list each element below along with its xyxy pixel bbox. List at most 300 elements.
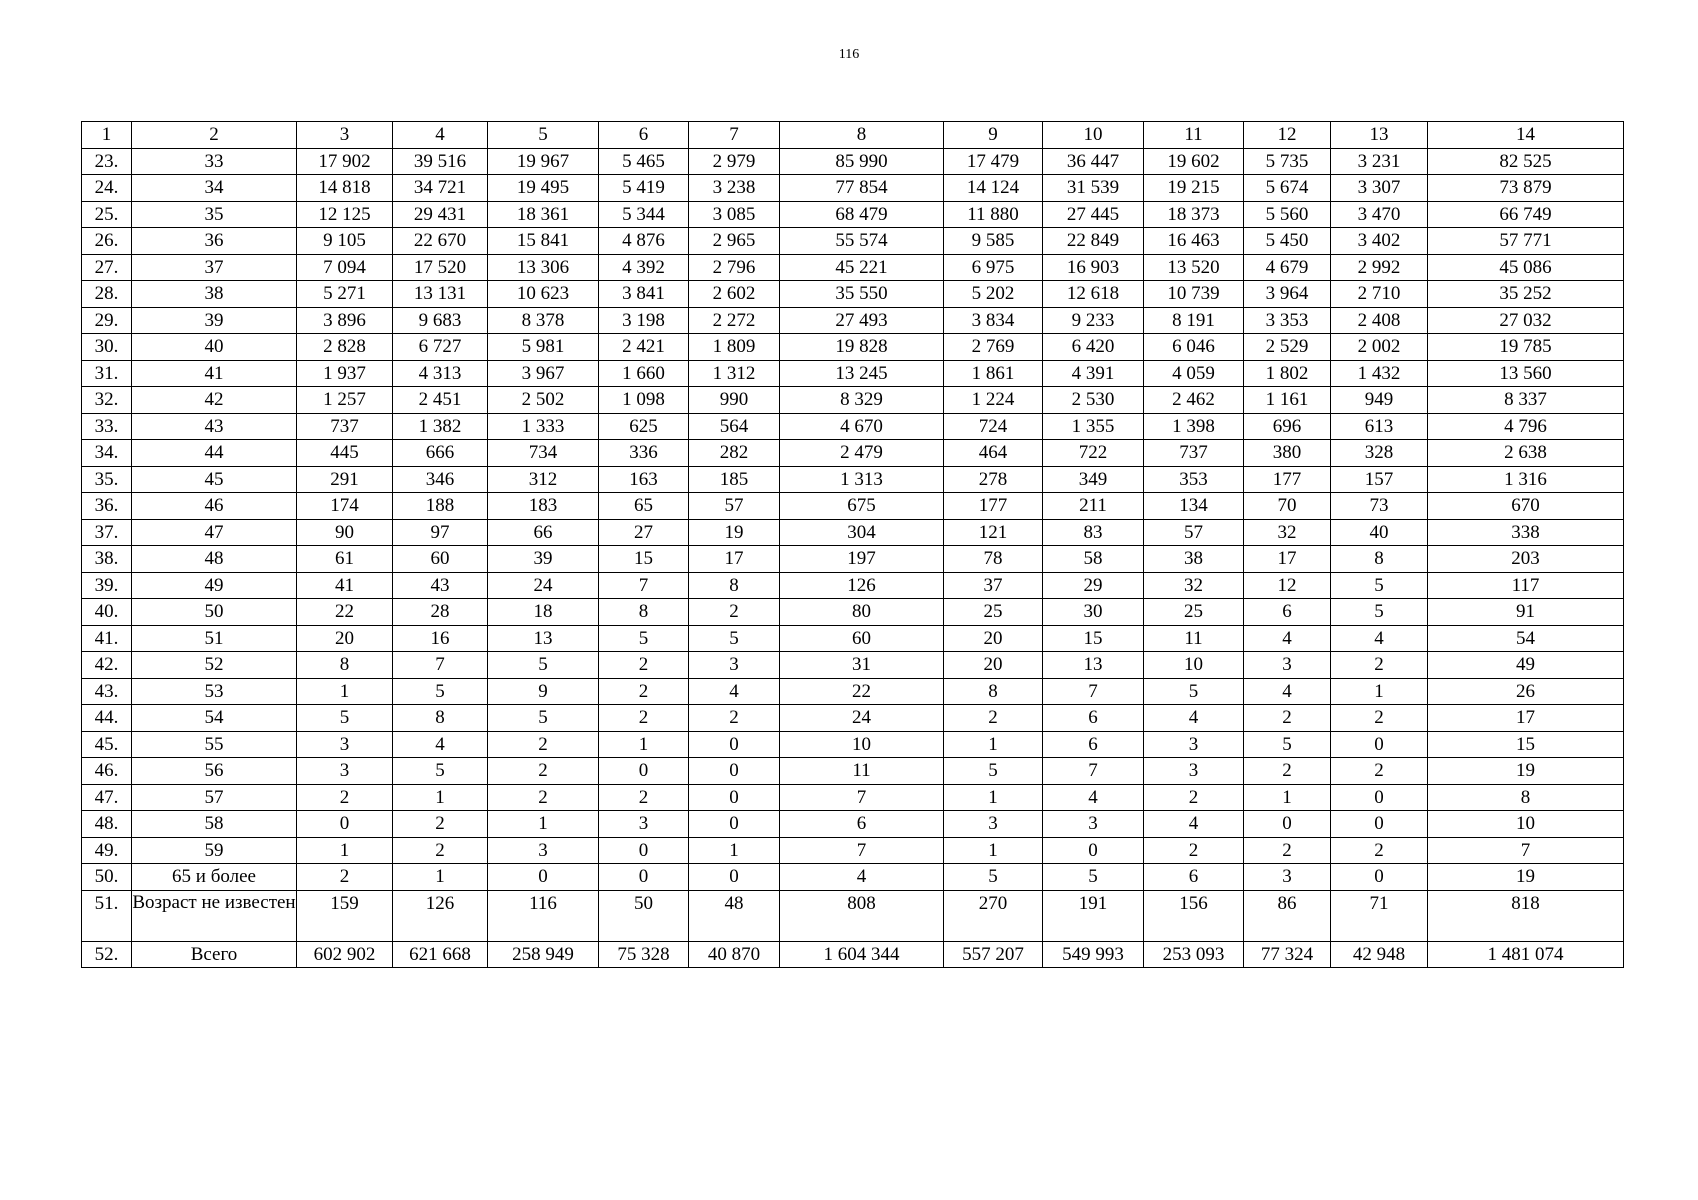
- age-cell: 48: [132, 546, 297, 573]
- value-cell: 5: [1043, 864, 1144, 891]
- age-cell: 65 и более: [132, 864, 297, 891]
- value-cell: 2: [297, 784, 393, 811]
- value-cell: 2 979: [689, 148, 780, 175]
- value-cell: 5: [488, 652, 599, 679]
- value-cell: 818: [1428, 890, 1624, 941]
- value-cell: 4 670: [780, 413, 944, 440]
- value-cell: 7: [599, 572, 689, 599]
- value-cell: 2 965: [689, 228, 780, 255]
- age-cell: 46: [132, 493, 297, 520]
- value-cell: 9: [488, 678, 599, 705]
- row-number-cell: 38.: [82, 546, 132, 573]
- value-cell: 29 431: [393, 201, 488, 228]
- value-cell: 8 191: [1144, 307, 1244, 334]
- age-cell: 35: [132, 201, 297, 228]
- value-cell: 1: [944, 731, 1043, 758]
- age-cell: 37: [132, 254, 297, 281]
- value-cell: 8 378: [488, 307, 599, 334]
- value-cell: 5 344: [599, 201, 689, 228]
- value-cell: 734: [488, 440, 599, 467]
- value-cell: 41: [297, 572, 393, 599]
- value-cell: 78: [944, 546, 1043, 573]
- value-cell: 270: [944, 890, 1043, 941]
- value-cell: 5 981: [488, 334, 599, 361]
- row-number-cell: 25.: [82, 201, 132, 228]
- value-cell: 304: [780, 519, 944, 546]
- value-cell: 2 828: [297, 334, 393, 361]
- value-cell: 17: [1244, 546, 1331, 573]
- value-cell: 2: [1331, 705, 1428, 732]
- value-cell: 3 841: [599, 281, 689, 308]
- column-number-cell: 1: [82, 122, 132, 149]
- value-cell: 346: [393, 466, 488, 493]
- table-row: [82, 281, 1624, 308]
- age-cell: 52: [132, 652, 297, 679]
- column-number-cell: 2: [132, 122, 297, 149]
- row-number-cell: 43.: [82, 678, 132, 705]
- column-number-cell: 7: [689, 122, 780, 149]
- value-cell: 18: [488, 599, 599, 626]
- value-cell: 0: [689, 731, 780, 758]
- value-cell: 85 990: [780, 148, 944, 175]
- value-cell: 8: [393, 705, 488, 732]
- value-cell: 19: [1428, 864, 1624, 891]
- table-row: [82, 360, 1624, 387]
- value-cell: 2: [1144, 837, 1244, 864]
- value-cell: 15: [1428, 731, 1624, 758]
- value-cell: 5: [1331, 599, 1428, 626]
- value-cell: 9 105: [297, 228, 393, 255]
- row-number-cell: 50.: [82, 864, 132, 891]
- value-cell: 5: [393, 678, 488, 705]
- value-cell: 16: [393, 625, 488, 652]
- value-cell: 380: [1244, 440, 1331, 467]
- value-cell: 5: [599, 625, 689, 652]
- value-cell: 10: [1144, 652, 1244, 679]
- value-cell: 3: [297, 731, 393, 758]
- value-cell: 12 125: [297, 201, 393, 228]
- value-cell: 177: [944, 493, 1043, 520]
- value-cell: 60: [393, 546, 488, 573]
- value-cell: 9 683: [393, 307, 488, 334]
- value-cell: 16 903: [1043, 254, 1144, 281]
- value-cell: 61: [297, 546, 393, 573]
- value-cell: 25: [1144, 599, 1244, 626]
- value-cell: 11: [1144, 625, 1244, 652]
- value-cell: 6: [1144, 864, 1244, 891]
- value-cell: 31 539: [1043, 175, 1144, 202]
- value-cell: 68 479: [780, 201, 944, 228]
- value-cell: 1 481 074: [1428, 941, 1624, 968]
- value-cell: 2: [1331, 652, 1428, 679]
- value-cell: 0: [1331, 811, 1428, 838]
- value-cell: 159: [297, 890, 393, 941]
- value-cell: 1: [393, 784, 488, 811]
- value-cell: 445: [297, 440, 393, 467]
- value-cell: 4: [1244, 678, 1331, 705]
- value-cell: 1: [944, 837, 1043, 864]
- row-number-cell: 36.: [82, 493, 132, 520]
- value-cell: 3: [488, 837, 599, 864]
- value-cell: 312: [488, 466, 599, 493]
- value-cell: 2: [1244, 758, 1331, 785]
- value-cell: 7: [1428, 837, 1624, 864]
- table-row: [82, 387, 1624, 414]
- value-cell: 3: [1244, 864, 1331, 891]
- value-cell: 156: [1144, 890, 1244, 941]
- value-cell: 14 124: [944, 175, 1043, 202]
- value-cell: 5 465: [599, 148, 689, 175]
- age-cell: 59: [132, 837, 297, 864]
- table-row: [82, 413, 1624, 440]
- value-cell: 3 470: [1331, 201, 1428, 228]
- value-cell: 1 382: [393, 413, 488, 440]
- value-cell: 185: [689, 466, 780, 493]
- table-row: [82, 811, 1624, 838]
- table-row: [82, 572, 1624, 599]
- row-number-cell: 30.: [82, 334, 132, 361]
- value-cell: 338: [1428, 519, 1624, 546]
- value-cell: 696: [1244, 413, 1331, 440]
- value-cell: 4: [1144, 811, 1244, 838]
- value-cell: 14 818: [297, 175, 393, 202]
- value-cell: 722: [1043, 440, 1144, 467]
- row-number-cell: 33.: [82, 413, 132, 440]
- value-cell: 2: [297, 864, 393, 891]
- value-cell: 2 638: [1428, 440, 1624, 467]
- value-cell: 191: [1043, 890, 1144, 941]
- value-cell: 32: [1244, 519, 1331, 546]
- value-cell: 3 964: [1244, 281, 1331, 308]
- value-cell: 4 059: [1144, 360, 1244, 387]
- value-cell: 2: [599, 784, 689, 811]
- value-cell: 1 432: [1331, 360, 1428, 387]
- table-row: [82, 334, 1624, 361]
- value-cell: 2: [1244, 705, 1331, 732]
- value-cell: 13 245: [780, 360, 944, 387]
- age-cell: 38: [132, 281, 297, 308]
- value-cell: 18 373: [1144, 201, 1244, 228]
- value-cell: 19: [689, 519, 780, 546]
- value-cell: 464: [944, 440, 1043, 467]
- value-cell: 48: [689, 890, 780, 941]
- value-cell: 1: [393, 864, 488, 891]
- age-cell: 41: [132, 360, 297, 387]
- value-cell: 602 902: [297, 941, 393, 968]
- value-cell: 77 324: [1244, 941, 1331, 968]
- value-cell: 45 086: [1428, 254, 1624, 281]
- row-number-cell: 42.: [82, 652, 132, 679]
- value-cell: 8: [1428, 784, 1624, 811]
- table-row: [82, 201, 1624, 228]
- value-cell: 0: [488, 864, 599, 891]
- value-cell: 10 623: [488, 281, 599, 308]
- value-cell: 30: [1043, 599, 1144, 626]
- value-cell: 17 902: [297, 148, 393, 175]
- value-cell: 3: [1244, 652, 1331, 679]
- value-cell: 19 828: [780, 334, 944, 361]
- value-cell: 22 670: [393, 228, 488, 255]
- value-cell: 13 131: [393, 281, 488, 308]
- row-number-cell: 28.: [82, 281, 132, 308]
- value-cell: 328: [1331, 440, 1428, 467]
- value-cell: 724: [944, 413, 1043, 440]
- value-cell: 1 161: [1244, 387, 1331, 414]
- value-cell: 625: [599, 413, 689, 440]
- value-cell: 2: [488, 731, 599, 758]
- value-cell: 5: [944, 864, 1043, 891]
- row-number-cell: 34.: [82, 440, 132, 467]
- value-cell: 6: [780, 811, 944, 838]
- value-cell: 557 207: [944, 941, 1043, 968]
- value-cell: 22 849: [1043, 228, 1144, 255]
- value-cell: 253 093: [1144, 941, 1244, 968]
- value-cell: 4: [689, 678, 780, 705]
- column-number-cell: 4: [393, 122, 488, 149]
- value-cell: 91: [1428, 599, 1624, 626]
- value-cell: 15: [599, 546, 689, 573]
- table-row: [82, 758, 1624, 785]
- table-row: [82, 599, 1624, 626]
- value-cell: 3: [1144, 731, 1244, 758]
- value-cell: 8: [944, 678, 1043, 705]
- value-cell: 10: [780, 731, 944, 758]
- value-cell: 1: [297, 678, 393, 705]
- value-cell: 42 948: [1331, 941, 1428, 968]
- value-cell: 8: [689, 572, 780, 599]
- value-cell: 73: [1331, 493, 1428, 520]
- value-cell: 2: [689, 599, 780, 626]
- value-cell: 13 520: [1144, 254, 1244, 281]
- value-cell: 2: [599, 678, 689, 705]
- row-number-cell: 35.: [82, 466, 132, 493]
- value-cell: 4: [393, 731, 488, 758]
- age-cell: 51: [132, 625, 297, 652]
- age-cell: 40: [132, 334, 297, 361]
- age-cell: 57: [132, 784, 297, 811]
- value-cell: 621 668: [393, 941, 488, 968]
- value-cell: 1: [944, 784, 1043, 811]
- value-cell: 45 221: [780, 254, 944, 281]
- value-cell: 3: [1043, 811, 1144, 838]
- row-number-cell: 37.: [82, 519, 132, 546]
- value-cell: 1 398: [1144, 413, 1244, 440]
- value-cell: 4: [1244, 625, 1331, 652]
- value-cell: 1 224: [944, 387, 1043, 414]
- value-cell: 40 870: [689, 941, 780, 968]
- value-cell: 1 313: [780, 466, 944, 493]
- table-row: [82, 307, 1624, 334]
- value-cell: 1 861: [944, 360, 1043, 387]
- value-cell: 1 604 344: [780, 941, 944, 968]
- value-cell: 121: [944, 519, 1043, 546]
- value-cell: 2: [393, 811, 488, 838]
- table-row: [82, 784, 1624, 811]
- age-cell: 47: [132, 519, 297, 546]
- value-cell: 5 560: [1244, 201, 1331, 228]
- row-number-cell: 46.: [82, 758, 132, 785]
- row-number-cell: 24.: [82, 175, 132, 202]
- value-cell: 19 602: [1144, 148, 1244, 175]
- value-cell: 1 355: [1043, 413, 1144, 440]
- value-cell: 116: [488, 890, 599, 941]
- value-cell: 2: [689, 705, 780, 732]
- age-cell: 42: [132, 387, 297, 414]
- value-cell: 2: [599, 705, 689, 732]
- value-cell: 66: [488, 519, 599, 546]
- value-cell: 8: [1331, 546, 1428, 573]
- value-cell: 1 098: [599, 387, 689, 414]
- value-cell: 3 353: [1244, 307, 1331, 334]
- value-cell: 12: [1244, 572, 1331, 599]
- value-cell: 3: [297, 758, 393, 785]
- value-cell: 0: [1331, 731, 1428, 758]
- table-row: [82, 705, 1624, 732]
- value-cell: 4 391: [1043, 360, 1144, 387]
- column-number-cell: 13: [1331, 122, 1428, 149]
- value-cell: 1 809: [689, 334, 780, 361]
- value-cell: 3 402: [1331, 228, 1428, 255]
- value-cell: 4: [1144, 705, 1244, 732]
- value-cell: 278: [944, 466, 1043, 493]
- row-number-cell: 39.: [82, 572, 132, 599]
- row-number-cell: 40.: [82, 599, 132, 626]
- value-cell: 2 769: [944, 334, 1043, 361]
- value-cell: 4 679: [1244, 254, 1331, 281]
- value-cell: 9 585: [944, 228, 1043, 255]
- table-row: [82, 837, 1624, 864]
- value-cell: 86: [1244, 890, 1331, 941]
- value-cell: 2 602: [689, 281, 780, 308]
- row-number-cell: 41.: [82, 625, 132, 652]
- value-cell: 2: [393, 837, 488, 864]
- value-cell: 4: [1331, 625, 1428, 652]
- value-cell: 126: [393, 890, 488, 941]
- age-cell: 56: [132, 758, 297, 785]
- value-cell: 28: [393, 599, 488, 626]
- row-number-cell: 48.: [82, 811, 132, 838]
- value-cell: 0: [689, 784, 780, 811]
- value-cell: 20: [297, 625, 393, 652]
- column-number-cell: 14: [1428, 122, 1624, 149]
- value-cell: 2: [488, 784, 599, 811]
- table-row: [82, 254, 1624, 281]
- table-row: [82, 731, 1624, 758]
- value-cell: 737: [1144, 440, 1244, 467]
- value-cell: 157: [1331, 466, 1428, 493]
- value-cell: 0: [297, 811, 393, 838]
- value-cell: 38: [1144, 546, 1244, 573]
- value-cell: 80: [780, 599, 944, 626]
- value-cell: 0: [1331, 864, 1428, 891]
- value-cell: 2: [1331, 837, 1428, 864]
- value-cell: 291: [297, 466, 393, 493]
- value-cell: 58: [1043, 546, 1144, 573]
- age-cell: Возраст не известен: [132, 890, 297, 941]
- table-row: [82, 148, 1624, 175]
- value-cell: 97: [393, 519, 488, 546]
- age-cell: 33: [132, 148, 297, 175]
- value-cell: 3 231: [1331, 148, 1428, 175]
- value-cell: 282: [689, 440, 780, 467]
- value-cell: 20: [944, 652, 1043, 679]
- value-cell: 2 421: [599, 334, 689, 361]
- value-cell: 55 574: [780, 228, 944, 255]
- value-cell: 2: [1244, 837, 1331, 864]
- value-cell: 19 495: [488, 175, 599, 202]
- value-cell: 17: [1428, 705, 1624, 732]
- table-row: [82, 678, 1624, 705]
- table-row: [82, 652, 1624, 679]
- value-cell: 0: [689, 864, 780, 891]
- value-cell: 1: [1244, 784, 1331, 811]
- value-cell: 188: [393, 493, 488, 520]
- value-cell: 6: [1043, 705, 1144, 732]
- value-cell: 57 771: [1428, 228, 1624, 255]
- value-cell: 126: [780, 572, 944, 599]
- page-number: 116: [838, 47, 860, 62]
- data-table: [81, 121, 1624, 968]
- value-cell: 949: [1331, 387, 1428, 414]
- value-cell: 2 710: [1331, 281, 1428, 308]
- value-cell: 39: [488, 546, 599, 573]
- value-cell: 37: [944, 572, 1043, 599]
- value-cell: 8: [599, 599, 689, 626]
- value-cell: 65: [599, 493, 689, 520]
- value-cell: 2: [488, 758, 599, 785]
- value-cell: 2 530: [1043, 387, 1144, 414]
- value-cell: 35 550: [780, 281, 944, 308]
- value-cell: 7: [1043, 758, 1144, 785]
- table-row: [82, 519, 1624, 546]
- value-cell: 2 992: [1331, 254, 1428, 281]
- value-cell: 1 333: [488, 413, 599, 440]
- age-cell: 34: [132, 175, 297, 202]
- value-cell: 20: [944, 625, 1043, 652]
- column-number-cell: 5: [488, 122, 599, 149]
- value-cell: 2: [599, 652, 689, 679]
- value-cell: 0: [1331, 784, 1428, 811]
- value-cell: 25: [944, 599, 1043, 626]
- value-cell: 7: [1043, 678, 1144, 705]
- value-cell: 211: [1043, 493, 1144, 520]
- value-cell: 9 233: [1043, 307, 1144, 334]
- value-cell: 3: [689, 652, 780, 679]
- value-cell: 57: [689, 493, 780, 520]
- value-cell: 5: [488, 705, 599, 732]
- row-number-cell: 49.: [82, 837, 132, 864]
- value-cell: 22: [780, 678, 944, 705]
- value-cell: 4 876: [599, 228, 689, 255]
- value-cell: 6 975: [944, 254, 1043, 281]
- value-cell: 117: [1428, 572, 1624, 599]
- age-cell: 58: [132, 811, 297, 838]
- column-number-cell: 12: [1244, 122, 1331, 149]
- value-cell: 0: [689, 811, 780, 838]
- value-cell: 1: [488, 811, 599, 838]
- value-cell: 13: [1043, 652, 1144, 679]
- row-number-cell: 52.: [82, 941, 132, 968]
- row-number-cell: 47.: [82, 784, 132, 811]
- value-cell: 5: [1244, 731, 1331, 758]
- value-cell: 3: [599, 811, 689, 838]
- value-cell: 6 727: [393, 334, 488, 361]
- age-cell: 49: [132, 572, 297, 599]
- value-cell: 4: [780, 864, 944, 891]
- value-cell: 2: [1331, 758, 1428, 785]
- value-cell: 17 479: [944, 148, 1043, 175]
- table-row: [82, 466, 1624, 493]
